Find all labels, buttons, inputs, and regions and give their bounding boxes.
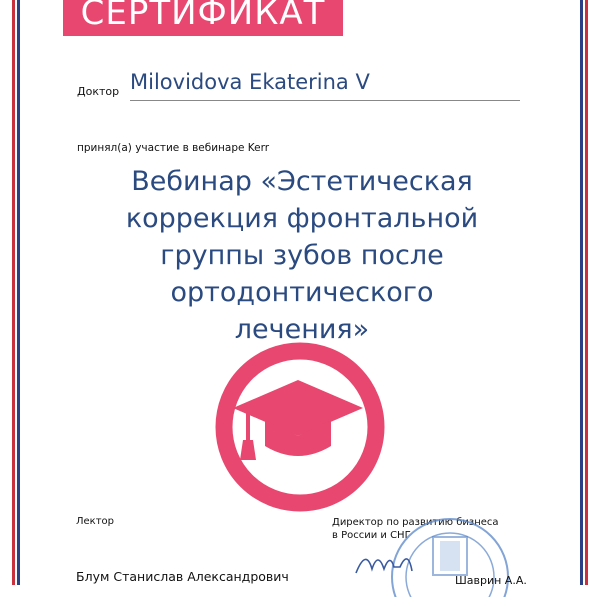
doctor-label: Доктор [77,85,120,98]
webinar-title-line: лечения» [234,314,370,345]
lector-name: Блум Станислав Александрович [76,569,289,584]
certificate-title: СЕРТИФИКАТ [80,0,326,33]
webinar-title-line: Вебинар «Эстетическая [131,166,473,197]
participation-text: принял(а) участие в вебинаре Kerr [77,142,270,154]
director-name: Шаврин А.А. [455,574,527,587]
border-stripe-right-blue [580,0,583,585]
webinar-title [92,163,512,348]
certificate-header-banner [63,0,343,36]
webinar-title-line: коррекция фронтальной [125,203,479,234]
graduation-cap-icon [213,340,387,514]
director-label-line: Директор по развитию бизнеса [332,517,499,528]
lector-label: Лектор [76,516,115,527]
webinar-title-line: ортодонтического [170,277,434,308]
doctor-name-underline [130,100,520,101]
border-stripe-right-red [585,0,588,585]
doctor-name: Milovidova Ekaterina V [130,70,370,94]
director-label-line: в России и СНГ [332,530,411,541]
border-stripe-left-red [12,0,15,585]
signature [352,543,432,587]
border-stripe-left-blue [17,0,20,585]
webinar-title-line: группы зубов после [160,240,444,271]
